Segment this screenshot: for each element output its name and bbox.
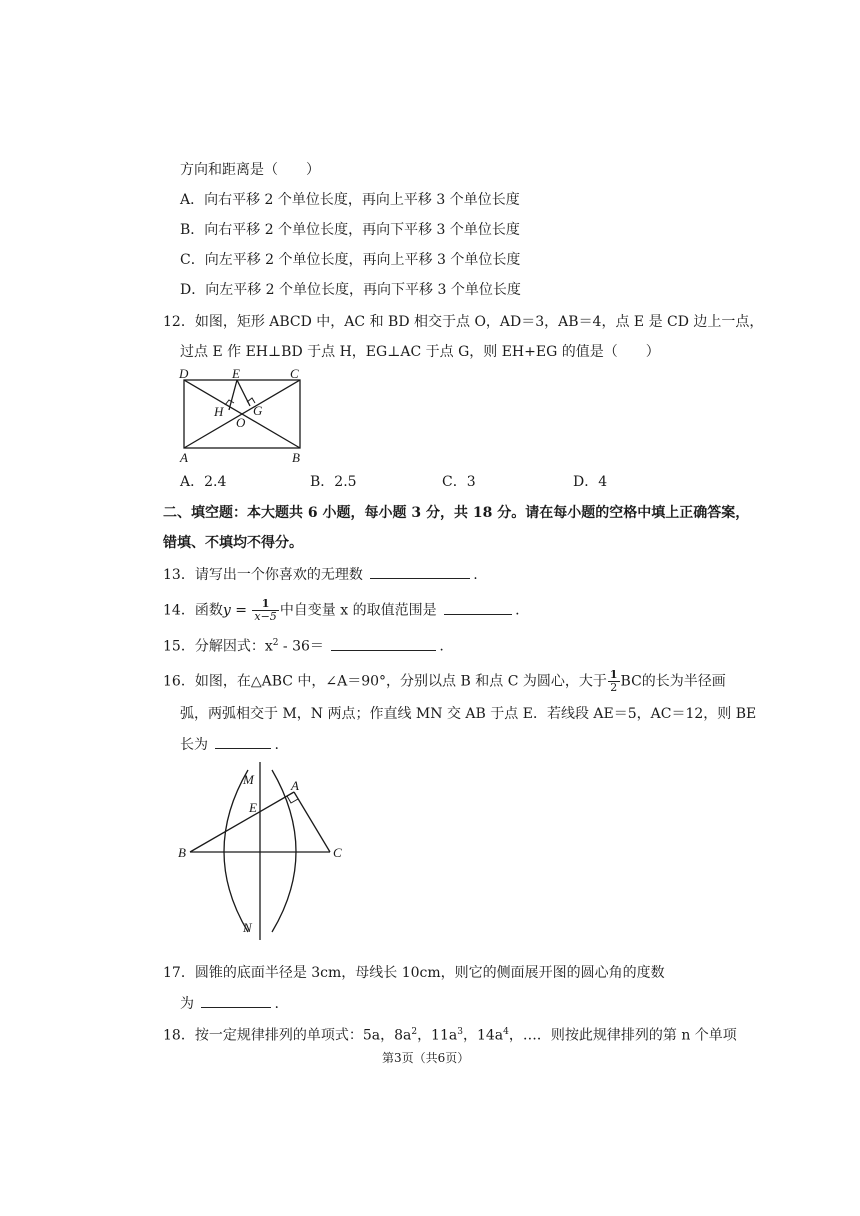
q12-option-c: C．3 <box>442 474 476 490</box>
fraction-1-over-x-minus-5: $\frac{1}{x-5}$ <box>254 597 277 623</box>
segment-eh <box>229 380 237 410</box>
label-e: E <box>232 366 240 381</box>
label-g: G <box>253 403 263 418</box>
label-m: M <box>243 772 254 787</box>
label-d: D <box>179 366 189 381</box>
label-a: A <box>180 450 188 465</box>
answer-blank-15[interactable] <box>331 636 436 651</box>
segment-eg <box>237 380 250 406</box>
section-2-heading-cont: 错填、不填均不得分。 <box>163 535 303 551</box>
segment-ba <box>190 792 294 852</box>
question-14: 14．函数y = $\frac{1}{x-5}$ 中自变量 x 的取值范围是 . <box>163 597 520 623</box>
section-2-heading: 二、填空题：本大题共 6 小题，每小题 3 分，共 18 分。请在每小题的空格中填上正确答案， <box>163 505 750 521</box>
label-c: C <box>290 366 299 381</box>
q11-option-b: B．向右平移 2 个单位长度，再向下平移 3 个单位长度 <box>180 222 520 238</box>
label-e: E <box>249 800 257 815</box>
arc-from-b <box>272 770 296 932</box>
label-b: B <box>292 450 300 465</box>
arc-from-c <box>224 770 248 932</box>
segment-ac <box>294 792 330 852</box>
q12-option-d: D．4 <box>573 474 608 490</box>
question-12-line2: 过点 E 作 EH⊥BD 于点 H，EG⊥AC 于点 G，则 EH+EG 的值是（ ） <box>180 344 660 360</box>
q12-option-b: B．2.5 <box>310 474 357 490</box>
question-18: 18．按一定规律排列的单项式：5a，$8a^2$，$11a^3$，$14a^4$，…．则按此规律排列的第 n 个单项 <box>163 1027 737 1044</box>
q16-triangle-figure <box>170 760 360 945</box>
question-16-line1: 16．如图，在△ABC 中，∠A＝90°，分别以点 B 和点 C 为圆心，大于 $\frac{1}{2}$ BC的长为半径画 <box>163 668 726 694</box>
question-12-line1: 12．如图，矩形 ABCD 中，AC 和 BD 相交于点 O，AD＝3，AB＝4，点 E 是 CD 边上一点， <box>163 314 764 330</box>
q12-option-a: A．2.4 <box>180 474 227 490</box>
page-footer: 第3页（共6页） <box>382 1051 470 1065</box>
q12-rectangle-figure <box>170 364 320 468</box>
label-n: N <box>243 920 252 935</box>
answer-blank-14[interactable] <box>444 600 512 615</box>
answer-blank-13[interactable] <box>370 564 470 579</box>
label-h: H <box>214 404 224 419</box>
question-11-tail: 方向和距离是（ ） <box>180 162 320 178</box>
question-16-line3: 长为 . <box>180 734 279 755</box>
q11-option-a: A．向右平移 2 个单位长度，再向上平移 3 个单位长度 <box>180 192 520 208</box>
fraction-one-half: $\frac{1}{2}$ <box>609 668 618 694</box>
question-17-line2: 为 . <box>180 993 279 1014</box>
answer-blank-16[interactable] <box>215 734 271 749</box>
q11-option-d: D．向左平移 2 个单位长度，再向下平移 3 个单位长度 <box>180 282 521 298</box>
label-o: O <box>236 415 246 430</box>
question-13: 13．请写出一个你喜欢的无理数 . <box>163 564 478 585</box>
answer-blank-17[interactable] <box>201 993 271 1008</box>
label-a: A <box>291 778 299 793</box>
question-15: 15．分解因式：$x^2 - 36=$ . <box>163 633 444 657</box>
question-17-line1: 17．圆锥的底面半径是 3cm，母线长 10cm，则它的侧面展开图的圆心角的度数 <box>163 965 665 981</box>
question-16-line2: 弧，两弧相交于 M，N 两点；作直线 MN 交 AB 于点 E．若线段 AE＝5，AC＝12，则 BE <box>180 706 757 722</box>
label-b: B <box>178 845 186 860</box>
q11-option-c: C．向左平移 2 个单位长度，再向上平移 3 个单位长度 <box>180 252 521 268</box>
label-c: C <box>333 845 342 860</box>
